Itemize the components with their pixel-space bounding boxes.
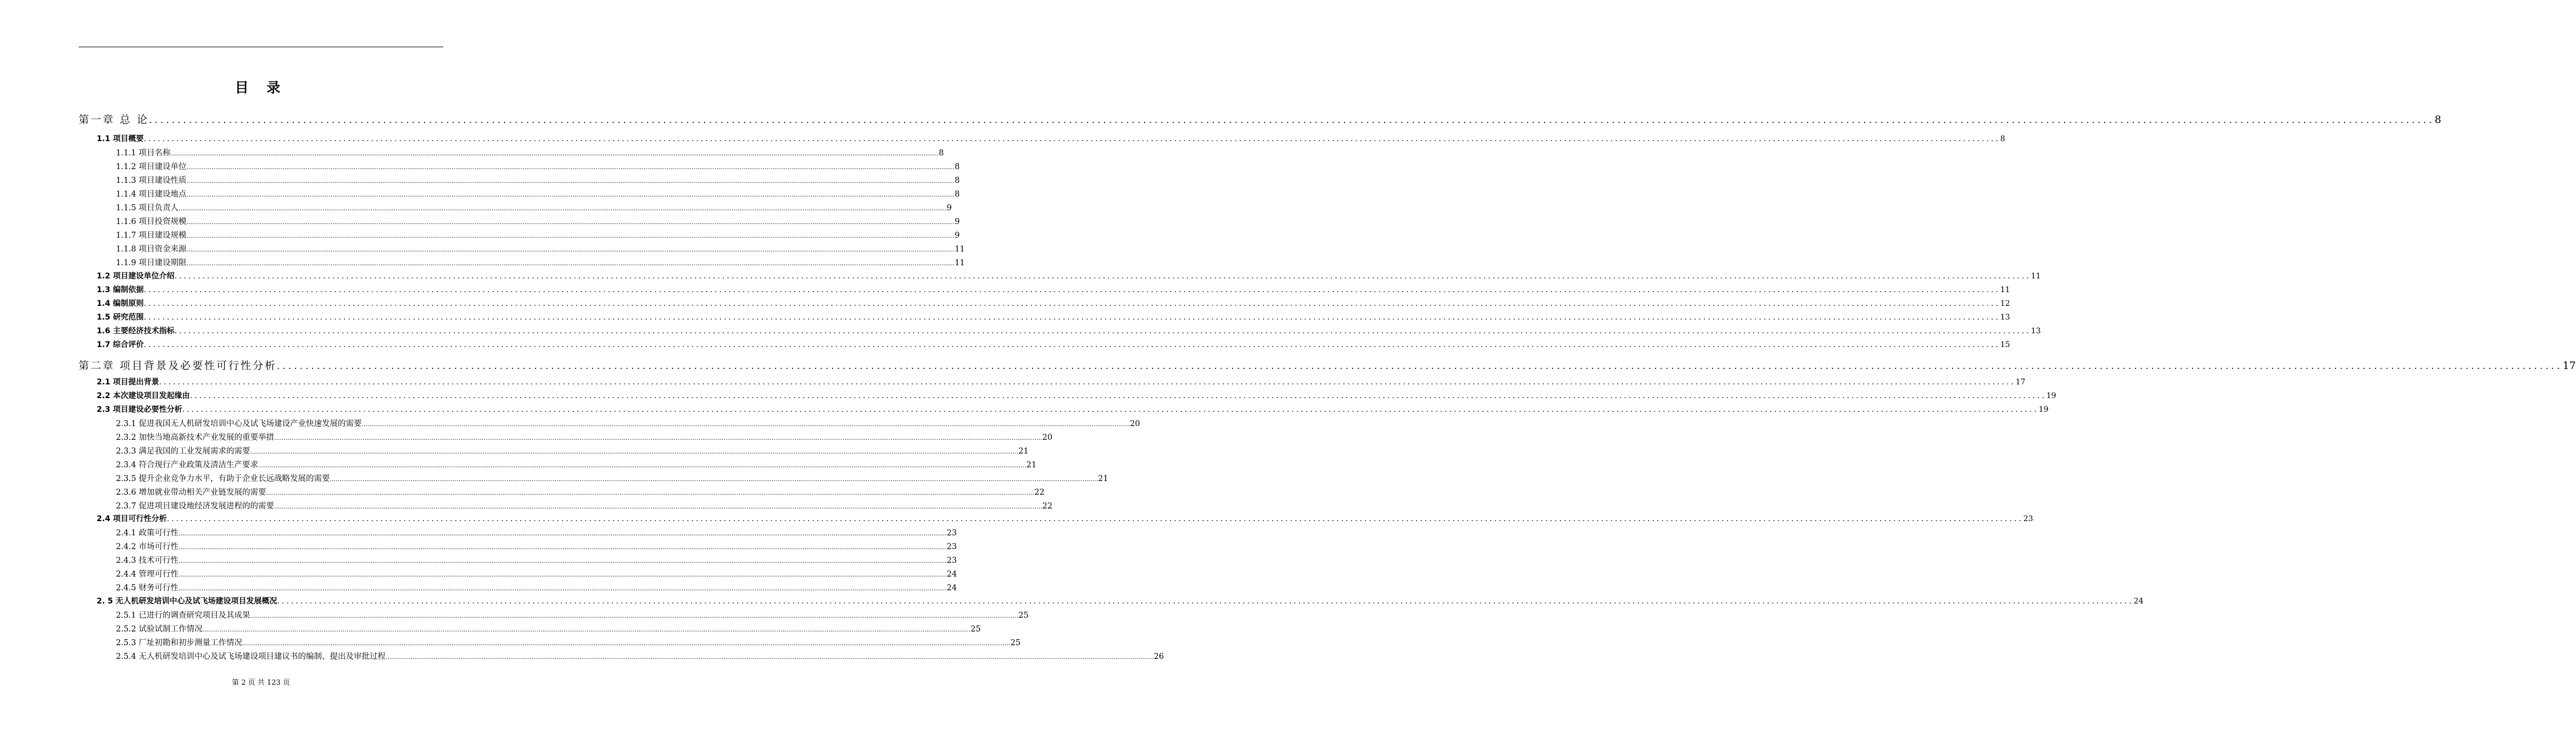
toc-entry-title: 1.1.8 项目资金来源: [116, 245, 187, 254]
toc-page-number: 26: [1153, 652, 1164, 661]
toc-page-number: 8: [955, 176, 960, 185]
toc-leader-dots: ................................................................................................................................................................................................................................................................................................................................................................................................................: [274, 503, 1042, 510]
toc-entry-title: 1.1.2 项目建设单位: [116, 163, 187, 171]
toc-leader-dots: ................................................................................................................................................................................................................................................................................................................................................................................................................: [143, 340, 2000, 349]
toc-section[interactable]: [97, 404, 2049, 415]
toc-section[interactable]: [97, 284, 2010, 295]
toc-leader-dots: ................................................................................................................................................................................................................................................................................................................................................................................................................: [186, 177, 955, 185]
toc-leader-dots: ................................................................................................................................................................................................................................................................................................................................................................................................................: [174, 272, 2031, 281]
toc-section[interactable]: [97, 390, 2056, 401]
toc-entry-title: 2.3.1 促进我国无人机研发培训中心及试飞场建设产业快速发展的需要: [116, 420, 362, 428]
toc-entry-title: 1.1 项目概要: [97, 135, 144, 143]
toc-page-number: 17: [2015, 378, 2026, 387]
toc-page-number: 11: [955, 245, 965, 254]
toc-section[interactable]: [97, 513, 2033, 524]
toc-subsection[interactable]: [116, 256, 965, 268]
toc-section[interactable]: [97, 376, 2026, 387]
toc-page-number: 17: [2562, 360, 2576, 372]
toc-page-number: 25: [971, 625, 981, 634]
toc-entry-title: 第一章 总 论: [79, 114, 149, 126]
toc-leader-dots: ................................................................................................................................................................................................................................................................................................................................................................................................................: [277, 597, 2134, 606]
toc-subsection[interactable]: [116, 609, 1029, 620]
toc-leader-dots: ................................................................................................................................................................................................................................................................................................................................................................................................................: [159, 378, 2016, 387]
toc-page-number: 19: [2046, 392, 2056, 400]
toc-entry-title: 2.4 项目可行性分析: [97, 515, 167, 523]
toc-section[interactable]: [97, 270, 2041, 281]
toc-entry-title: 2.5.2 试验试制工作情况: [116, 625, 203, 634]
toc-entry-title: 1.5 研究范围: [97, 313, 144, 322]
toc-page-number: 15: [2000, 340, 2010, 349]
toc-entry-title: 2.1 项目提出背景: [97, 378, 159, 387]
toc-entry-title: 1.1.4 项目建设地点: [116, 190, 187, 199]
toc-leader-dots: ................................................................................................................................................................................................................................................................................................................................................................................................................: [242, 640, 1011, 647]
toc-subsection[interactable]: [116, 554, 957, 566]
toc-entry-title: 第二章 项目背景及必要性可行性分析: [79, 360, 277, 372]
toc-section[interactable]: [97, 325, 2041, 336]
toc-leader-dots: ................................................................................................................................................................................................................................................................................................................................................................................................................: [143, 286, 2000, 294]
toc-page-number: 9: [955, 231, 960, 240]
toc-leader-dots: ................................................................................................................................................................................................................................................................................................................................................................................................................: [179, 544, 947, 551]
toc-page-number: 8: [2000, 135, 2005, 143]
toc-page-number: 25: [1010, 639, 1021, 647]
page-title: 目 录: [235, 80, 287, 96]
toc-leader-dots: ................................................................................................................................................................................................................................................................................................................................................................................................................: [179, 557, 947, 564]
toc-page-number: 8: [939, 149, 944, 158]
toc-page-number: 9: [946, 204, 952, 213]
toc-entry-title: 1.1.7 项目建设规模: [116, 231, 187, 240]
toc-entry-title: 2.3.6 增加就业带动相关产业链发展的需要: [116, 488, 266, 497]
toc-entry-title: 1.4 编制原则: [97, 299, 144, 308]
toc-leader-dots: ................................................................................................................................................................................................................................................................................................................................................................................................................: [189, 392, 2047, 400]
toc-entry-title: 2. 5 无人机研发培训中心及试飞场建设项目发展概况: [97, 597, 277, 606]
toc-entry-title: 2.3.4 符合现行产业政策及清洁生产要求: [116, 461, 259, 469]
toc-page-number: 22: [1034, 488, 1045, 497]
toc-page-number: 13: [2031, 327, 2041, 336]
toc-subsection[interactable]: [116, 174, 960, 186]
toc-page-number: 20: [1130, 420, 1140, 428]
toc-leader-dots: ................................................................................................................................................................................................................................................................................................................................................................................................................: [250, 448, 1019, 455]
toc-leader-dots: ................................................................................................................................................................................................................................................................................................................................................................................................................: [143, 313, 2000, 322]
toc-leader-dots: ................................................................................................................................................................................................................................................................................................................................................................................................................: [277, 361, 2563, 372]
toc-subsection[interactable]: [116, 417, 1140, 429]
toc-subsection[interactable]: [116, 229, 960, 241]
toc-subsection[interactable]: [116, 582, 957, 593]
toc-page-number: 19: [2038, 405, 2049, 414]
toc-entry-title: 2.5.3 厂址初勘和初步测量工作情况: [116, 639, 243, 647]
toc-entry-title: 1.6 主要经济技术指标: [97, 327, 175, 336]
toc-subsection[interactable]: [116, 202, 952, 213]
toc-leader-dots: ................................................................................................................................................................................................................................................................................................................................................................................................................: [330, 476, 1099, 483]
toc-entry-title: 2.4.4 管理可行性: [116, 570, 179, 579]
toc-page-number: 13: [2000, 313, 2010, 322]
toc-leader-dots: ................................................................................................................................................................................................................................................................................................................................................................................................................: [266, 489, 1035, 496]
toc-subsection[interactable]: [116, 147, 944, 158]
toc-leader-dots: ................................................................................................................................................................................................................................................................................................................................................................................................................: [179, 571, 947, 578]
toc-subsection[interactable]: [116, 540, 957, 552]
toc-subsection[interactable]: [116, 243, 965, 254]
toc-entry-title: 2.3.7 促进项目建设地经济发展进程的的需要: [116, 502, 275, 511]
toc-subsection[interactable]: [116, 472, 1108, 484]
toc-leader-dots: ................................................................................................................................................................................................................................................................................................................................................................................................................: [149, 115, 2435, 126]
toc-entry-title: 2.3.3 满足我国的工业发展需求的需要: [116, 447, 250, 456]
toc-entry-title: 1.2 项目建设单位介绍: [97, 272, 175, 281]
toc-subsection[interactable]: [116, 445, 1029, 456]
toc-entry-title: 1.1.1 项目名称: [116, 149, 171, 158]
toc-entry-title: 2.4.1 政策可行性: [116, 529, 179, 538]
toc-page-number: 23: [946, 543, 957, 551]
toc-leader-dots: ................................................................................................................................................................................................................................................................................................................................................................................................................: [186, 219, 955, 226]
toc-entry-title: 1.1.5 项目负责人: [116, 204, 179, 213]
toc-page-number: 22: [1042, 502, 1053, 511]
toc-leader-dots: ................................................................................................................................................................................................................................................................................................................................................................................................................: [386, 653, 1154, 661]
toc-page-number: 21: [1098, 474, 1108, 483]
toc-entry-title: 2.5.1 已进行的调查研究项目及其成果: [116, 611, 250, 620]
toc-subsection[interactable]: [116, 636, 1021, 648]
toc-subsection[interactable]: [116, 188, 960, 199]
toc-leader-dots: ................................................................................................................................................................................................................................................................................................................................................................................................................: [179, 585, 947, 592]
toc-entry-title: 1.7 综合评价: [97, 340, 144, 349]
toc-entry-title: 2.5.4 无人机研发培训中心及试飞场建设项目建议书的编制、提出及审批过程: [116, 652, 386, 661]
toc-subsection[interactable]: [116, 650, 1164, 662]
toc-page-number: 9: [955, 217, 960, 226]
toc-subsection[interactable]: [116, 459, 1037, 470]
toc-leader-dots: ................................................................................................................................................................................................................................................................................................................................................................................................................: [179, 205, 947, 212]
toc-page-number: 24: [946, 570, 957, 579]
toc-entry-title: 2.3.5 提升企业竞争力水平，有助于企业长远战略发展的需要: [116, 474, 330, 483]
toc-entry-title: 1.1.9 项目建设期限: [116, 259, 187, 267]
toc-leader-dots: ................................................................................................................................................................................................................................................................................................................................................................................................................: [186, 191, 955, 198]
toc-section[interactable]: [97, 298, 2010, 309]
toc-subsection[interactable]: [116, 486, 1045, 497]
toc-entry-title: 2.4.2 市场可行性: [116, 543, 179, 551]
toc-entry-title: 2.2 本次建设项目发起缘由: [97, 392, 190, 400]
toc-entry-title: 2.4.5 财务可行性: [116, 584, 179, 592]
toc-page-number: 23: [946, 529, 957, 538]
toc-leader-dots: ................................................................................................................................................................................................................................................................................................................................................................................................................: [143, 299, 2000, 308]
toc-page-number: 21: [1018, 447, 1029, 456]
toc-leader-dots: ................................................................................................................................................................................................................................................................................................................................................................................................................: [202, 626, 971, 633]
toc-page-number: 8: [2434, 114, 2441, 126]
toc-page-number: 11: [2031, 272, 2041, 281]
toc-page-number: 8: [955, 190, 960, 199]
toc-subsection[interactable]: [116, 431, 1053, 443]
toc-page-number: 11: [955, 259, 965, 267]
toc-leader-dots: ................................................................................................................................................................................................................................................................................................................................................................................................................: [174, 327, 2031, 336]
toc-entry-title: 2.4.3 技术可行性: [116, 556, 179, 565]
toc-section[interactable]: [97, 311, 2010, 322]
toc-page-number: 24: [946, 584, 957, 592]
toc-chapter[interactable]: [79, 111, 2441, 126]
toc-section[interactable]: [97, 133, 2005, 144]
toc-entry-title: 1.1.6 项目投资规模: [116, 217, 187, 226]
toc-page-number: 20: [1042, 433, 1053, 442]
toc-page-number: 8: [955, 163, 960, 171]
toc-leader-dots: ................................................................................................................................................................................................................................................................................................................................................................................................................: [170, 150, 939, 157]
toc-leader-dots: ................................................................................................................................................................................................................................................................................................................................................................................................................: [186, 232, 955, 239]
toc-leader-dots: ................................................................................................................................................................................................................................................................................................................................................................................................................: [274, 434, 1042, 441]
toc-leader-dots: ................................................................................................................................................................................................................................................................................................................................................................................................................: [186, 164, 955, 171]
toc-page-number: 11: [2000, 286, 2010, 294]
toc-subsection[interactable]: [116, 160, 960, 172]
toc-leader-dots: ................................................................................................................................................................................................................................................................................................................................................................................................................: [182, 405, 2039, 414]
toc-chapter[interactable]: [79, 357, 2576, 372]
toc-page-number: 25: [1018, 611, 1029, 620]
toc-leader-dots: ................................................................................................................................................................................................................................................................................................................................................................................................................: [143, 135, 2000, 143]
page-footer: 第 2 页 共 123 页: [232, 679, 290, 687]
toc-leader-dots: ................................................................................................................................................................................................................................................................................................................................................................................................................: [186, 246, 955, 253]
toc-leader-dots: ................................................................................................................................................................................................................................................................................................................................................................................................................: [186, 260, 955, 267]
toc-leader-dots: ................................................................................................................................................................................................................................................................................................................................................................................................................: [250, 612, 1019, 619]
toc-subsection[interactable]: [116, 500, 1053, 511]
toc-entry-title: 2.3 项目建设必要性分析: [97, 405, 182, 414]
toc-section[interactable]: [97, 339, 2010, 350]
toc-page-number: 23: [2023, 515, 2033, 523]
toc-entry-title: 1.3 编制依据: [97, 286, 144, 294]
toc-leader-dots: ................................................................................................................................................................................................................................................................................................................................................................................................................: [361, 421, 1130, 428]
toc-entry-title: 1.1.3 项目建设性质: [116, 176, 187, 185]
toc-subsection[interactable]: [116, 215, 960, 227]
toc-subsection[interactable]: [116, 568, 957, 579]
toc-leader-dots: ................................................................................................................................................................................................................................................................................................................................................................................................................: [166, 515, 2023, 523]
toc-leader-dots: ................................................................................................................................................................................................................................................................................................................................................................................................................: [179, 530, 947, 537]
toc-page-number: 24: [2133, 597, 2144, 606]
toc-section[interactable]: [97, 595, 2144, 606]
toc-subsection[interactable]: [116, 527, 957, 538]
toc-page-number: 23: [946, 556, 957, 565]
toc-subsection[interactable]: [116, 623, 981, 634]
toc-leader-dots: ................................................................................................................................................................................................................................................................................................................................................................................................................: [258, 462, 1027, 469]
toc-page-number: 12: [2000, 299, 2010, 308]
toc-page-number: 21: [1026, 461, 1037, 469]
toc-entry-title: 2.3.2 加快当地高新技术产业发展的重要举措: [116, 433, 275, 442]
